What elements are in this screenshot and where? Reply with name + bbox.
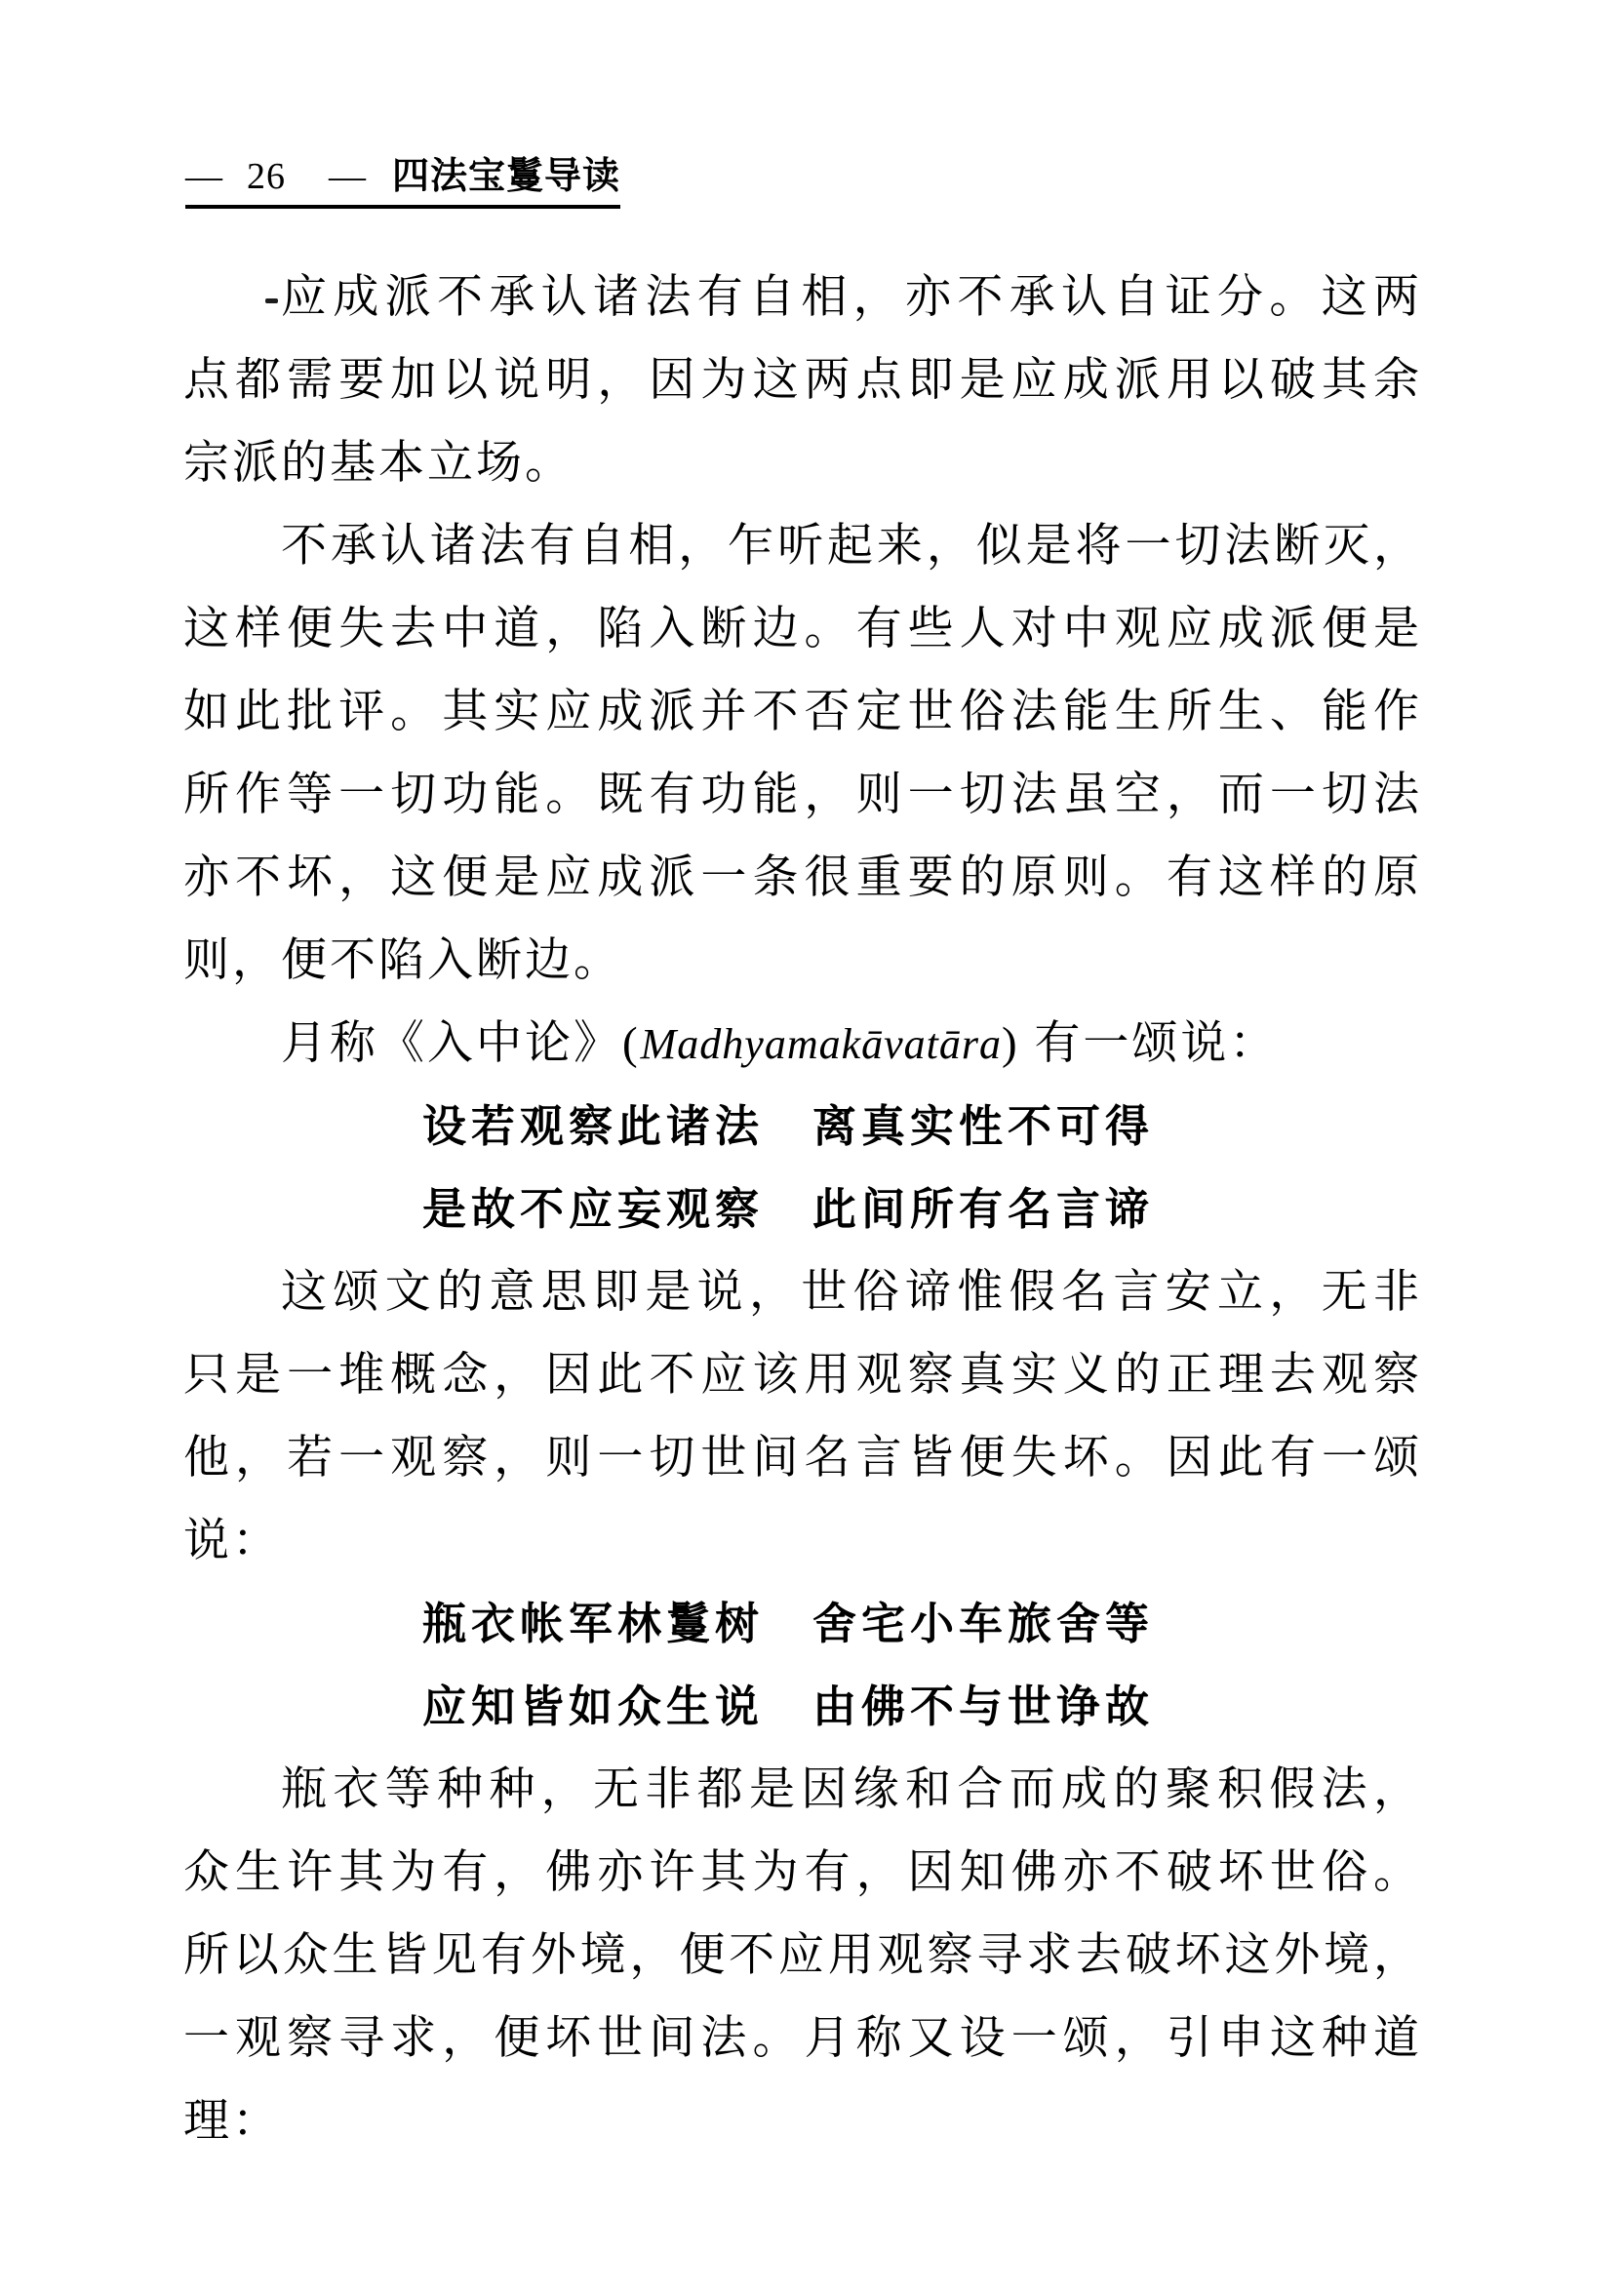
paragraph-line: 则，便不陷入断边。 bbox=[183, 935, 622, 986]
verse-line: 应知皆如众生说 由佛不与世诤故 bbox=[422, 1682, 1155, 1731]
paragraph-line: 不承认诸法有自相，乍听起来，似是将一切法断灭， bbox=[281, 521, 1422, 572]
text-block bbox=[183, 257, 1422, 2163]
paragraph-line: 应成派不承认诸法有自相，亦不承认自证分。这两 bbox=[281, 272, 1422, 323]
paragraph-line: 所以众生皆见有外境，便不应用观察寻求去破坏这外境， bbox=[183, 1930, 1422, 1981]
header-dash-left: — bbox=[185, 156, 223, 197]
paragraph-line: 只是一堆概念，因此不应该用观察真实义的正理去观察 bbox=[183, 1350, 1422, 1401]
verse-line: 瓶衣帐军林鬘树 舍宅小车旅舍等 bbox=[422, 1600, 1155, 1648]
paragraph-line: 亦不坏，这便是应成派一条很重要的原则。有这样的原 bbox=[183, 852, 1422, 903]
paragraph-line bbox=[183, 1003, 1422, 1086]
running-header bbox=[185, 156, 620, 209]
verse-line: 设若观察此诸法 离真实性不可得 bbox=[422, 1102, 1155, 1151]
paragraph-line: 众生许其为有，佛亦许其为有，因知佛亦不破坏世俗。 bbox=[183, 1847, 1422, 1898]
paragraph-line: 如此批评。其实应成派并不否定世俗法能生所生、能作 bbox=[183, 687, 1422, 737]
paragraph-line: 一观察寻求，便坏世间法。月称又设一颂，引申这种道 bbox=[183, 2013, 1422, 2064]
page-number: 26 bbox=[247, 156, 286, 197]
text-segment: 月称《入中论》( bbox=[281, 1018, 641, 1069]
paragraph-line: 这样便失去中道，陷入断边。有些人对中观应成派便是 bbox=[183, 604, 1422, 654]
paragraph-line: 说： bbox=[183, 1516, 281, 1566]
paragraph-line: 他，若一观察，则一切世间名言皆便失坏。因此有一颂 bbox=[183, 1433, 1422, 1484]
paragraph-line: 点都需要加以说明，因为这两点即是应成派用以破其余 bbox=[183, 355, 1422, 406]
paragraph-line: 所作等一切功能。既有功能，则一切法虽空，而一切法 bbox=[183, 770, 1422, 820]
sanskrit-term: Madhyamakāvatāra bbox=[640, 1020, 1003, 1068]
book-title: 四法宝鬘导读 bbox=[392, 156, 621, 197]
header-underline bbox=[185, 156, 620, 209]
verse-line: 是故不应妄观察 此间所有名言谛 bbox=[422, 1185, 1155, 1234]
text-segment: ) 有一颂说： bbox=[1002, 1018, 1279, 1069]
paragraph-line: 宗派的基本立场。 bbox=[183, 438, 574, 489]
paragraph-line: 理： bbox=[183, 2096, 281, 2147]
paragraph-line: 这颂文的意思即是说，世俗谛惟假名言安立，无非 bbox=[281, 1267, 1422, 1318]
header-dash-right: — bbox=[329, 156, 367, 197]
paragraph-line: 瓶衣等种种，无非都是因缘和合而成的聚积假法， bbox=[281, 1764, 1422, 1815]
